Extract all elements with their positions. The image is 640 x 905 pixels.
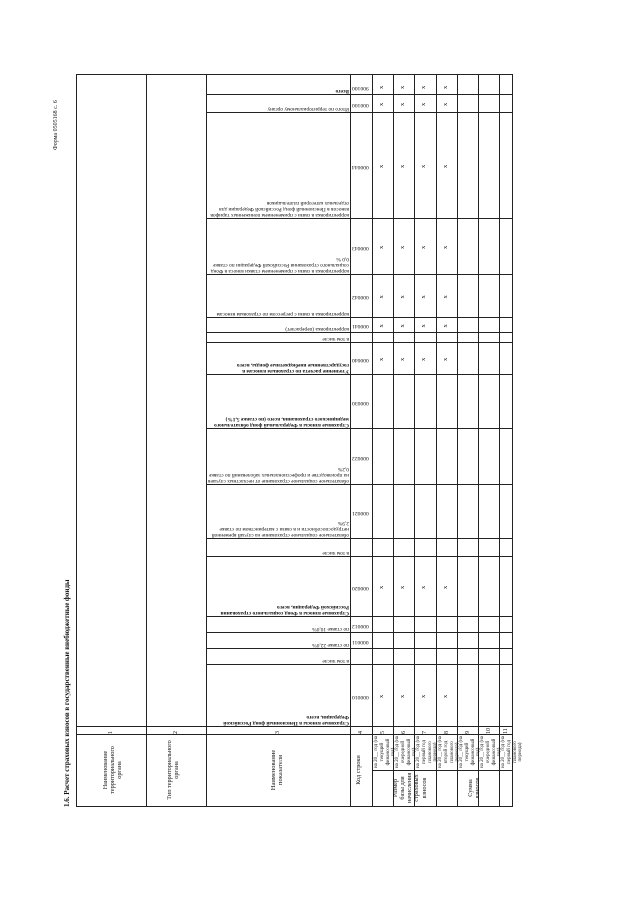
row-code: 000020 [352,585,369,591]
group-subheader-rule [372,770,457,771]
x-mark: x [420,585,427,589]
x-mark: x [398,164,406,168]
row-code: 000041 [352,323,369,330]
x-mark: x [377,295,385,299]
header-year-plan2-base: на 20__ год (на второй год планового периода) [438,735,461,769]
column-separator [436,75,437,807]
column-separator [499,75,500,807]
column-number: 3 [275,731,281,734]
row-label: в том числе [322,658,349,664]
column-separator [414,75,415,807]
header-year-next-sum: на 20__ год (на очередной финансовый год) [480,735,503,769]
row-code: 000044 [352,164,369,170]
header-bottom-rule [76,726,512,727]
row-separator [206,538,512,539]
row-separator [206,342,512,343]
x-mark: x [441,324,449,328]
row-label: Страховые взносы в Фонд социального страхования Российской Федерации, всего [220,603,349,616]
x-mark: x [377,324,385,328]
header-sum-group: Сумма взносов [467,777,482,799]
x-mark: x [398,245,406,249]
x-mark: x [420,357,427,361]
row-label: Всего [335,88,349,94]
row-label: обязательное социальное страхование от несчастных случаев на производстве и профессиональных заболеваний по ставке 0,2% [208,465,349,484]
row-separator [206,428,512,429]
row-code: 000012 [352,623,369,629]
x-mark: x [377,245,385,249]
x-mark: x [420,245,427,249]
x-mark: x [441,102,449,106]
row-code: 000040 [352,357,369,363]
header-year-current-sum: на 20__ год (на текущий финансовый год) [459,735,482,769]
x-mark: x [441,85,449,89]
header-year-next-base: на 20__ год (на очередной финансовый год) [395,735,418,769]
row-code: 000043 [352,245,369,251]
row-separator [206,484,512,485]
row-separator [206,374,512,375]
row-code: 000011 [352,639,369,645]
x-mark: x [398,102,406,106]
column-number: 7 [422,731,428,734]
row-label: в том числе [322,336,349,342]
x-mark: x [377,585,385,589]
x-mark: x [420,694,427,698]
column-separator [206,75,207,807]
row-separator [206,94,512,95]
row-separator [206,616,512,617]
column-number: 9 [464,731,471,734]
x-mark: x [398,585,406,589]
x-mark: x [441,295,449,299]
header-line-code: Код строки [355,755,362,785]
x-mark: x [377,102,385,106]
row-label: Страховые взносы в Федеральный фонд обязательного медицинского страхования, всего (по ставке 5,1%) [214,415,349,428]
x-mark: x [377,164,385,168]
x-mark: x [441,694,449,698]
column-number: 8 [443,731,450,734]
table-border-bottom [512,75,513,807]
header-year-plan1-base: на 20__ год (на первый год планового периода) [416,735,439,769]
x-mark: x [398,324,406,328]
x-mark: x [441,585,449,589]
row-label: корректировка в связи с регрессом по страховым взносам [216,311,349,317]
column-number: 1 [108,731,114,734]
row-separator [206,274,512,275]
x-mark: x [398,694,406,698]
column-separator [478,75,479,807]
header-year-plan1-sum: на 20__ год (на первый год планового периода) [501,735,524,769]
table-border-left [76,806,512,807]
header-territorial-body-type: Тип территориального органа [166,740,181,800]
row-separator [206,632,512,633]
row-label: корректировка в связи с применением ставки взноса в Фонд социального страхования Российской Федерации по ставке 0,0 % [210,255,349,274]
column-number: 10 [485,728,492,734]
row-separator [206,218,512,219]
row-separator [206,317,512,318]
x-mark: x [441,245,449,249]
x-mark: x [441,164,449,168]
row-label: Страховые взносы в Пенсионный фонд Российской Федерации, всего [223,713,349,726]
x-mark: x [420,85,427,89]
row-separator [206,556,512,557]
header-year-current-base: на 20__ год (на текущий финансовый год) [374,735,397,769]
form-label: Форма 0505168 с. 6 [53,100,59,150]
x-mark: x [398,295,406,299]
column-number: 6 [400,731,407,734]
row-separator [206,112,512,113]
row-code: 900100 [352,85,369,91]
x-mark: x [377,357,385,361]
column-number: 4 [358,731,364,734]
header-indicator-name: Наименование показателя [270,749,285,791]
x-mark: x [377,694,385,698]
x-mark: x [398,357,406,361]
group-separator [457,771,458,807]
column-number: 5 [379,731,386,734]
column-separator [146,75,147,807]
row-code: 000030 [352,400,369,406]
header-territorial-body-name: Наименование территориального органа [102,746,124,794]
row-label: обязательное социальное страхование на случай временной нетрудоспособности и в связи с материнством по ставке 2,9% [211,519,349,538]
row-code: 000100 [352,102,369,108]
row-code: 000042 [352,294,369,301]
section-title: 1.6. Расчет страховых взносов в государственные внебюджетные фонды [63,579,71,807]
row-separator [206,648,512,649]
x-mark: x [441,357,449,361]
x-mark: x [420,324,427,328]
group-subheader-rule [457,770,512,771]
table-border-right [76,74,513,75]
row-code: 000022 [352,455,369,461]
row-code: 000010 [352,694,369,700]
row-separator [206,664,512,665]
row-label: в том числе [322,550,349,556]
row-label: корректировка (перерасчет) [285,326,349,332]
header-base-group: Размер базы для начисления страховых взносов [392,772,428,803]
row-label: Итого по территориальному органу [267,106,349,112]
column-number: 2 [173,731,179,734]
x-mark: x [420,102,427,106]
column-number: 11 [502,728,509,734]
table-border-top [76,75,77,807]
row-label: по ставке 10,0% [312,626,349,632]
row-label: по ставке 22,0% [312,642,349,648]
rotated-form [50,65,524,815]
x-mark: x [398,85,406,89]
x-mark: x [377,85,385,89]
x-mark: x [420,295,427,299]
row-code: 000021 [352,510,369,516]
column-separator [457,75,458,807]
row-label: корректировка в связи с применением пониженных тарифов взносов в Пенсионный фонд Российской Федерации для отдельных категорий плательщиков [210,199,349,218]
row-label: Уточнение расчета по страховым взносам в государственные внебюджетные фонды, всего [236,361,349,374]
column-separator [393,75,394,807]
column-separator [372,75,373,807]
x-mark: x [420,164,427,168]
